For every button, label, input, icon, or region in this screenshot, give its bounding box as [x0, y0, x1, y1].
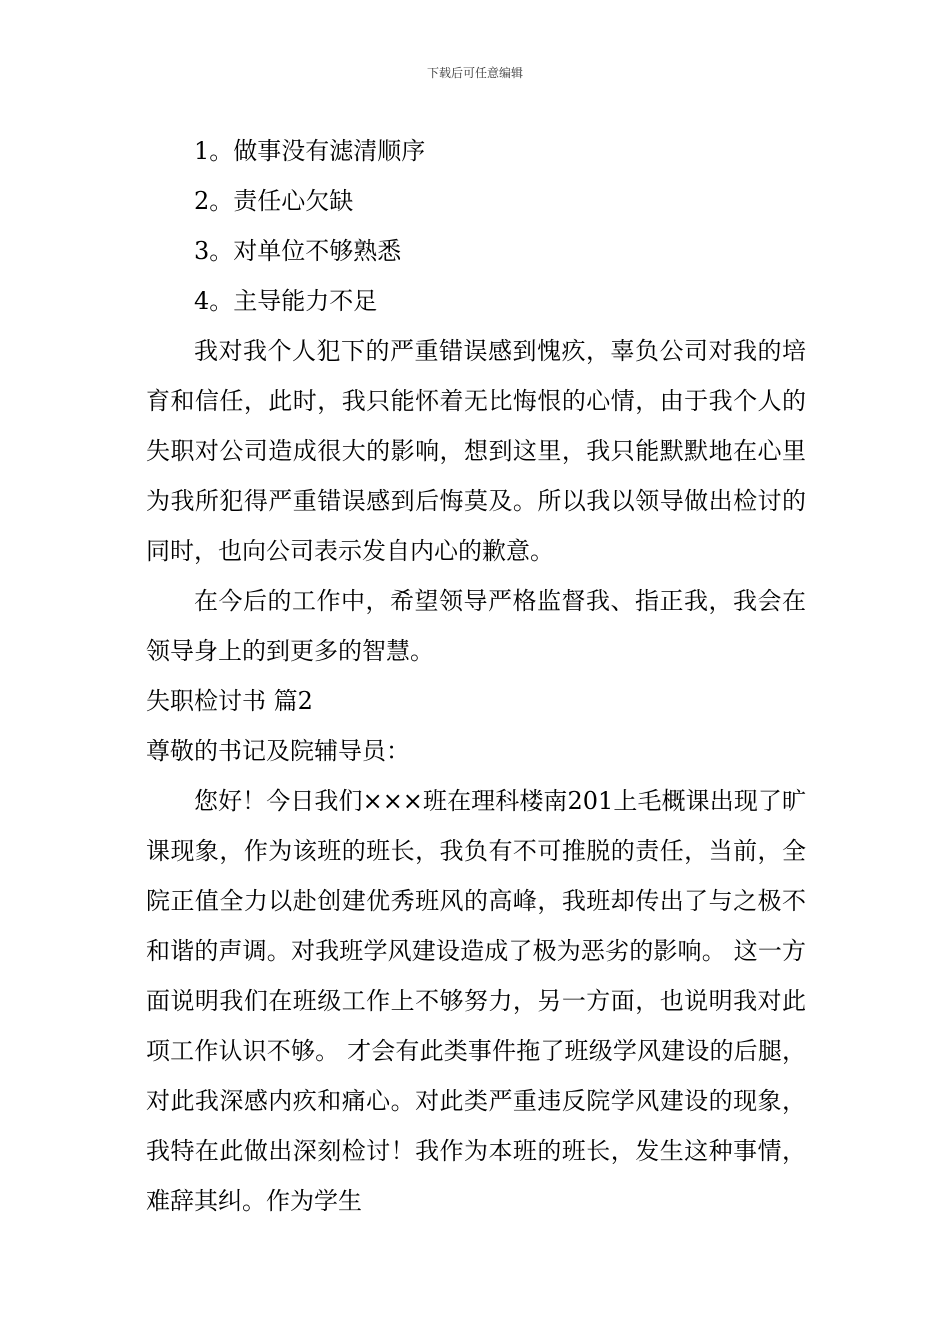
paragraph-apology: 我对我个人犯下的严重错误感到愧疚，辜负公司对我的培育和信任，此时，我只能怀着无比悔恨的心情，由于我个人的失职对公司造成很大的影响，想到这里，我只能默默地在心里为我所犯得严重错误感到后悔莫及。所以我以领导做出检讨的同时，也向公司表示发自内心的歉意。 [146, 337, 806, 565]
salutation: 尊敬的书记及院辅导员： [146, 737, 410, 765]
list-item-2: 2。责任心欠缺 [194, 187, 354, 215]
document-body [146, 126, 806, 1226]
page-header-note: 下载后可任意编辑 [426, 66, 523, 80]
list-item-3: 3。对单位不够熟悉 [194, 237, 402, 265]
section-title: 失职检讨书 篇2 [146, 687, 313, 715]
list-item-4: 4。主导能力不足 [194, 287, 378, 315]
paragraph-absence: 您好！今日我们×××班在理科楼南201上毛概课出现了旷课现象，作为该班的班长，我负有不可推脱的责任，当前，全院正值全力以赴创建优秀班风的高峰，我班却传出了与之极不和谐的声调。对我班学风建设造成了极为恶劣的影响。 这一方面说明我们在班级工作上不够努力，另一方面，也说明我对此项工作认识不够。 才会有此类事件拖了班级学风建设的后腿，对此我深感内疚和痛心。对此类严重违反院学风建设的现象，我特在此做出深刻检讨！我作为本班的班长，发生这种事情，难辞其纠。作为学生 [146, 787, 806, 1215]
list-item-1: 1。做事没有滤清顺序 [194, 137, 426, 165]
paragraph-future: 在今后的工作中，希望领导严格监督我、指正我，我会在领导身上的到更多的智慧。 [146, 587, 806, 665]
